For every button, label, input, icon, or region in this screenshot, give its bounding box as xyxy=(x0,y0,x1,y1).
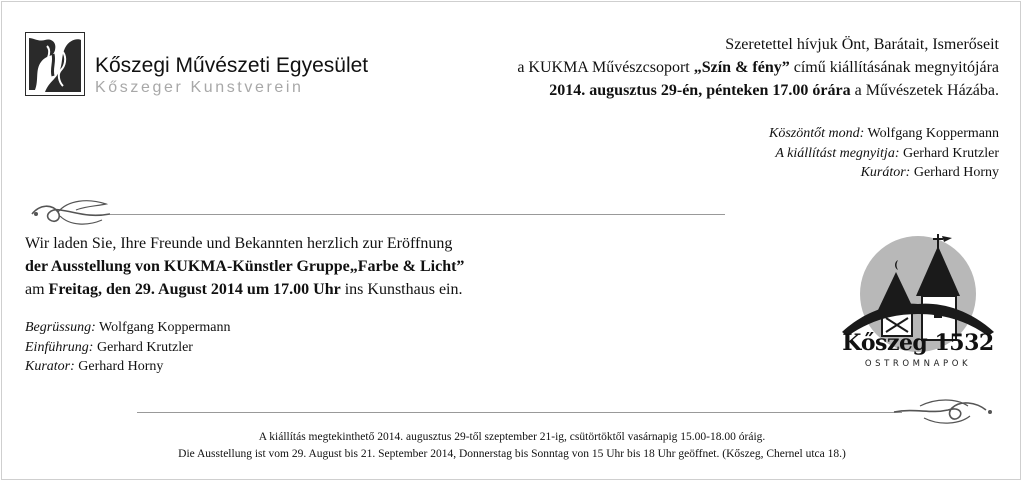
event-date-hu: 2014. augusztus 29-én, pénteken 17.00 órára xyxy=(549,82,851,99)
roles-hu xyxy=(769,124,999,183)
divider-top xyxy=(110,214,725,215)
role-row xyxy=(25,357,230,377)
role-value: Wolfgang Koppermann xyxy=(95,320,231,335)
role-value: Gerhard Horny xyxy=(910,165,999,180)
role-row xyxy=(769,163,999,183)
role-value: Wolfgang Koppermann xyxy=(864,126,999,141)
role-label: Kurator: xyxy=(25,359,75,374)
footer-line-de: Die Ausstellung ist vom 29. August bis 21. September 2014, Donnerstag bis Sonntag von 15 Uhr bis 18 Uhr geöffnet. (Kőszeg, Chernel utca 18.) xyxy=(178,448,846,460)
organization-name-de: Kőszeger Kunstverein xyxy=(95,79,304,96)
role-label: A kiállítást megnyitja: xyxy=(775,145,900,161)
event-venue-hu: a Művészetek Házába. xyxy=(850,82,999,99)
role-row xyxy=(25,318,230,338)
footer-line-hu: A kiállítás megtekinthető 2014. augusztus 29-től szeptember 21-ig, csütörtöktől vasárnapig 15.00-18.00 óráig. xyxy=(258,431,766,443)
invitation-de-line3-a: am xyxy=(25,281,49,298)
invitation-hu-line2-a: a KUKMA Művészcsoport xyxy=(517,59,694,76)
footer-info xyxy=(0,429,1024,463)
exhibition-title-de: der Ausstellung von KUKMA-Künstler Gruppe„Farbe & Licht” xyxy=(25,258,465,275)
emblem-title: Kőszeg 1532 xyxy=(842,330,994,356)
invitation-hu-line3 xyxy=(517,79,999,102)
event-date-de: Freitag, den 29. August 2014 um 17.00 Uhr xyxy=(48,281,341,298)
role-value: Gerhard Krutzler xyxy=(93,339,193,355)
invitation-de-line3-c: ins Kunsthaus ein. xyxy=(340,281,463,298)
invitation-hu-line1: Szeretettel hívjuk Önt, Barátait, Ismerőseit xyxy=(725,36,999,53)
role-row xyxy=(769,144,999,164)
role-row xyxy=(769,124,999,144)
role-label: Kurátor: xyxy=(860,165,911,180)
emblem-subtitle: OSTROMNAPOK xyxy=(864,359,972,369)
invitation-de xyxy=(25,232,464,301)
organization-logo-icon xyxy=(25,32,85,96)
role-row xyxy=(25,338,230,358)
flourish-ornament-icon xyxy=(890,394,1000,428)
role-value: Gerhard Horny xyxy=(74,359,164,374)
flourish-ornament-icon xyxy=(28,196,128,230)
role-label: Einführung: xyxy=(25,339,94,355)
exhibition-title-hu: „Szín & fény” xyxy=(693,59,790,76)
organization-name-hu: Kőszegi Művészeti Egyesület xyxy=(95,54,369,77)
invitation-de-line3 xyxy=(25,278,464,301)
invitation-hu xyxy=(517,33,999,102)
roles-de xyxy=(25,318,230,377)
role-value: Gerhard Krutzler xyxy=(899,145,999,161)
invitation-de-line1: Wir laden Sie, Ihre Freunde und Bekannten herzlich zur Eröffnung xyxy=(25,235,453,252)
koszeg-castle-emblem-icon xyxy=(838,232,998,380)
divider-bottom xyxy=(137,412,902,413)
role-label: Begrüssung: xyxy=(25,320,96,335)
invitation-hu-line2-c: című kiállításának megnyitójára xyxy=(789,59,999,76)
invitation-hu-line2 xyxy=(517,56,999,79)
invitation-de-line2 xyxy=(25,255,464,278)
role-label: Köszöntőt mond: xyxy=(769,126,865,141)
